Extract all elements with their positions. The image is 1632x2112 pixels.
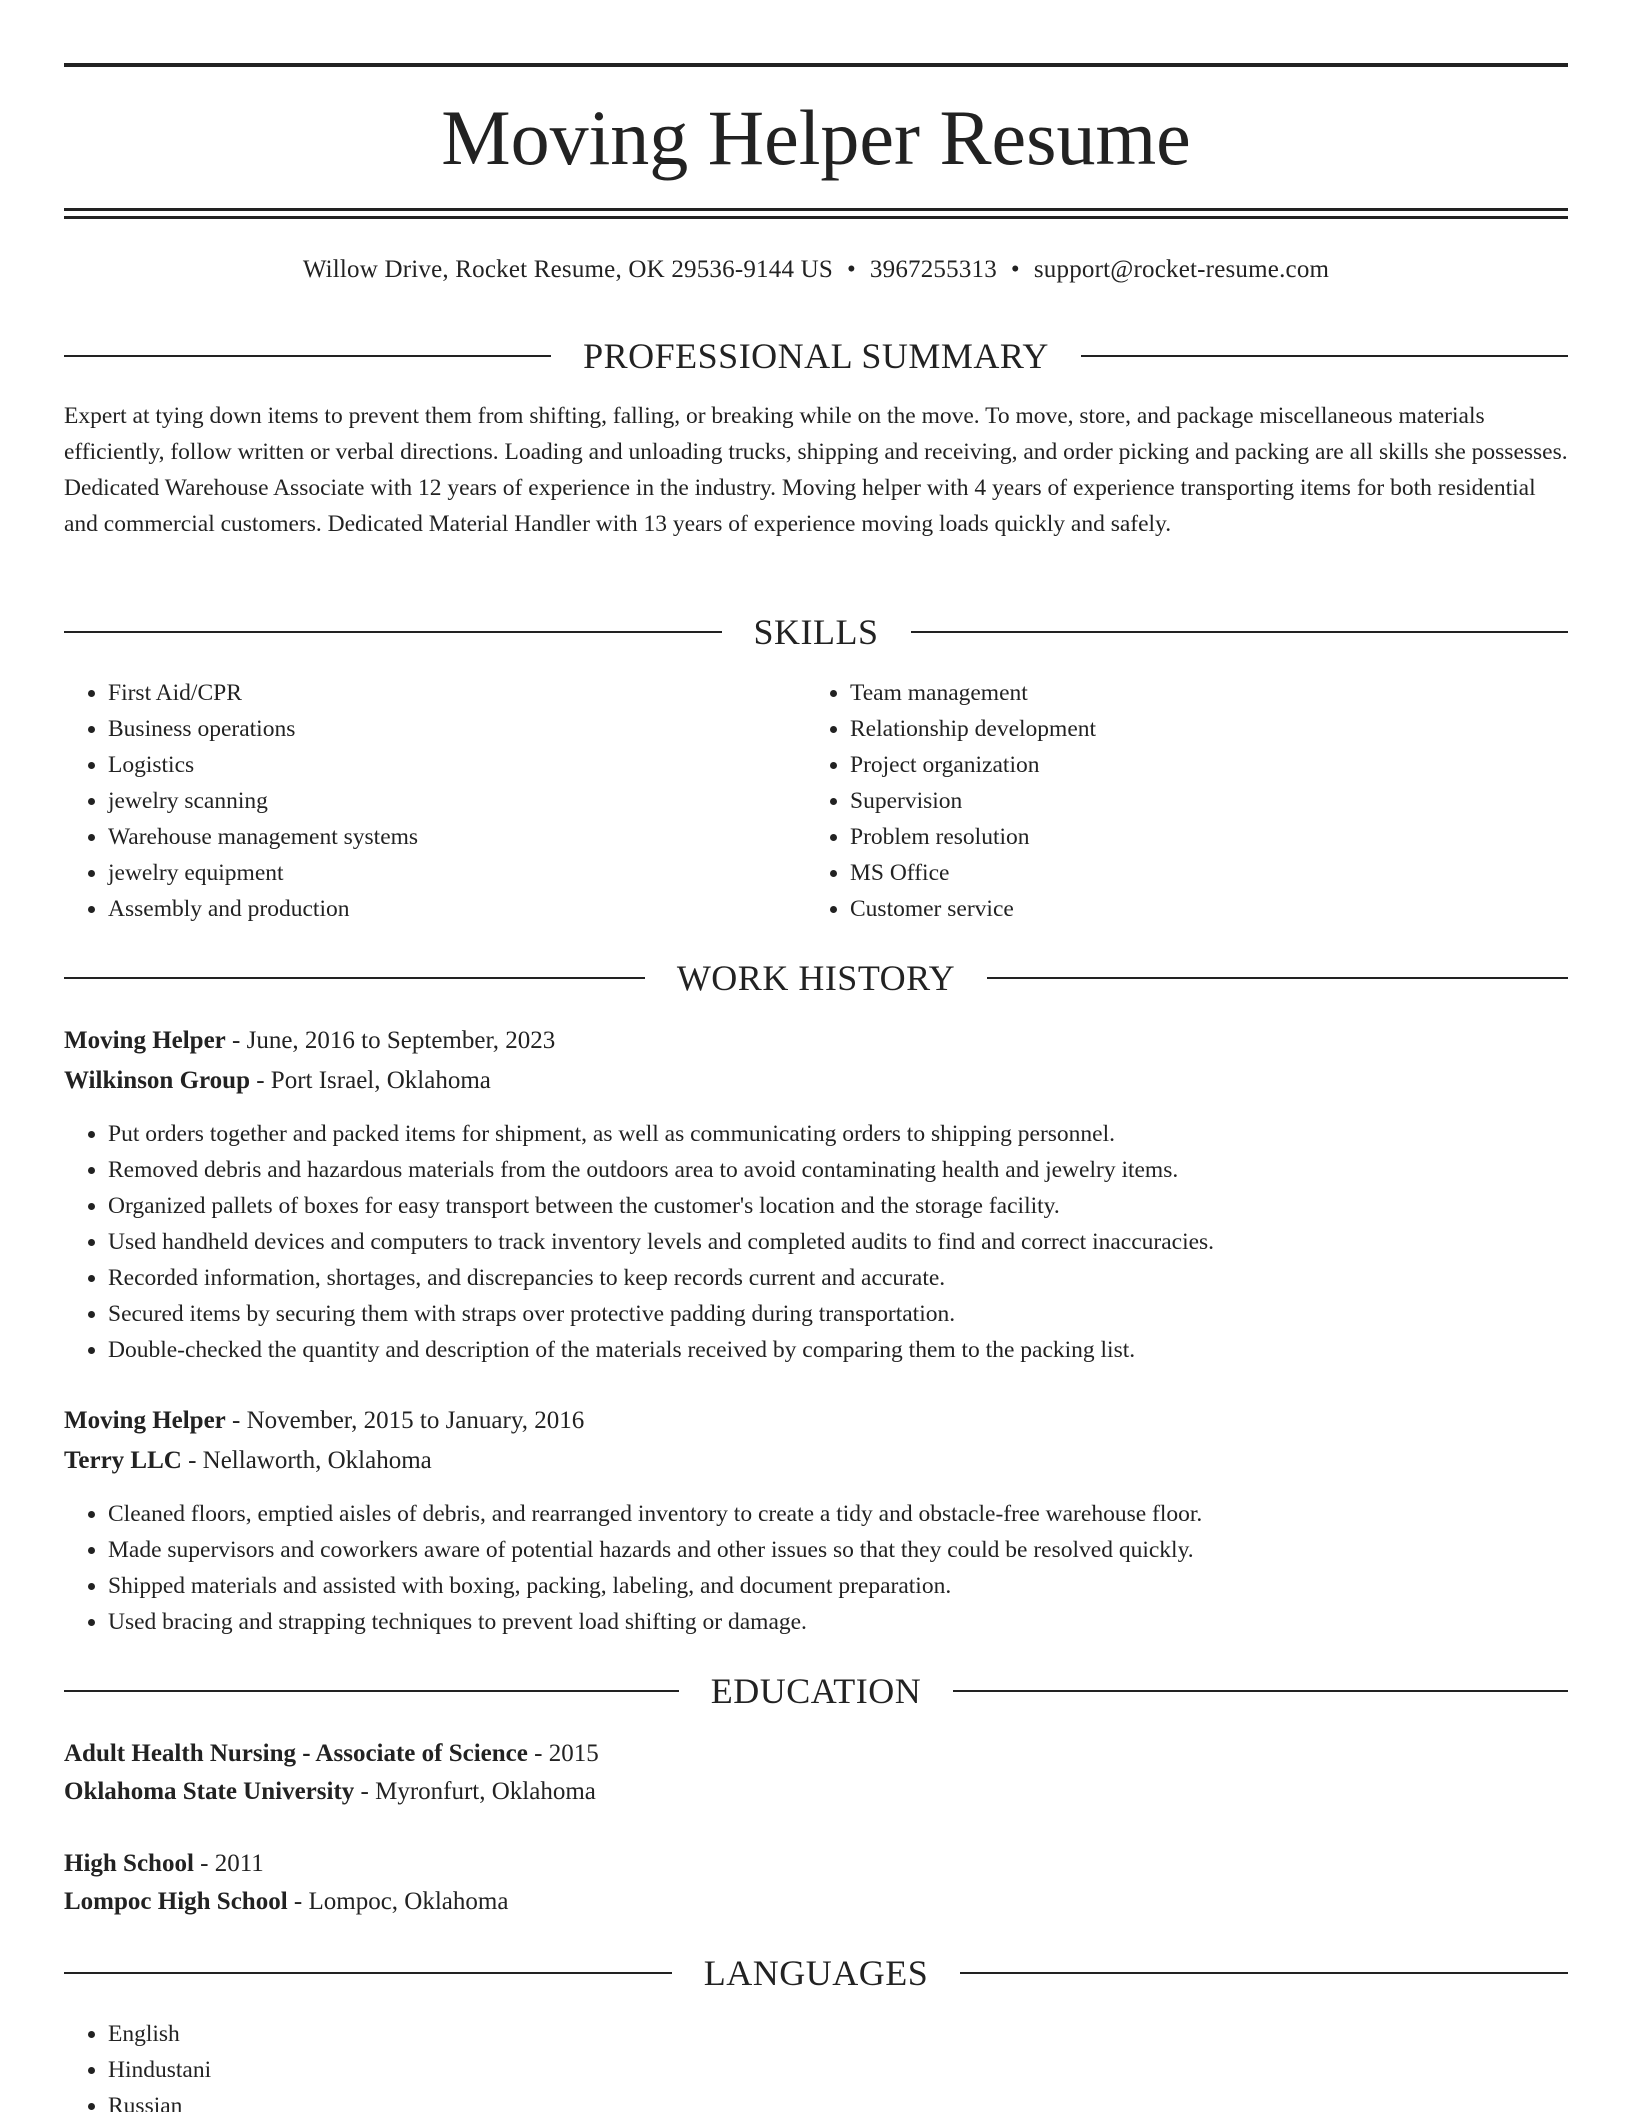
contact-email: support@rocket-resume.com (1033, 256, 1330, 283)
heading-rule (64, 1690, 679, 1692)
education-year: - 2015 (527, 1740, 599, 1767)
section-heading-summary (64, 336, 1568, 376)
job-company: Wilkinson Group (64, 1067, 250, 1094)
contact-phone: 3967255313 (869, 256, 997, 283)
job-duty: • Double-checked the quantity and description of the materials received by comparing them to the packing list. (108, 1332, 1568, 1368)
skill-item: • Problem resolution (850, 819, 1506, 855)
job-duties-list (64, 1496, 1568, 1640)
skills-column-right (806, 675, 1506, 927)
job-duties-list (64, 1116, 1568, 1368)
education-school-line (64, 1883, 1568, 1921)
skill-item: • Relationship development (850, 711, 1506, 747)
title-rule-upper (64, 208, 1568, 211)
language-item: • Russian (108, 2088, 664, 2112)
section-heading-skills (64, 612, 1568, 652)
education-location: - Lompoc, Oklahoma (287, 1888, 509, 1915)
skill-item: • Supervision (850, 783, 1506, 819)
job-title-line (64, 1021, 1568, 1061)
heading-rule (64, 977, 645, 979)
education-degree-line (64, 1735, 1568, 1773)
job-company-line (64, 1441, 1568, 1481)
heading-rule (1081, 355, 1568, 357)
language-item: • English (108, 2016, 664, 2052)
heading-rule (64, 631, 722, 633)
skill-item: • Logistics (108, 747, 764, 783)
section-heading-education (64, 1671, 1568, 1711)
education-school: Oklahoma State University (64, 1778, 355, 1805)
job-duty: • Used handheld devices and computers to track inventory levels and completed audits to find and correct inaccuracies. (108, 1224, 1568, 1260)
section-title: WORK HISTORY (676, 958, 956, 998)
title-rule-lower (64, 216, 1568, 219)
contact-address: Willow Drive, Rocket Resume, OK 29536-9144 US (302, 256, 833, 283)
job-title: Moving Helper (64, 1407, 226, 1434)
job-dates: - June, 2016 to September, 2023 (225, 1027, 556, 1054)
heading-rule (987, 977, 1568, 979)
job-duty: • Shipped materials and assisted with boxing, packing, labeling, and document preparation. (108, 1568, 1568, 1604)
education-degree-line (64, 1845, 1568, 1883)
top-rule (64, 63, 1568, 67)
language-item: • Hindustani (108, 2052, 664, 2088)
skill-item: • Project organization (850, 747, 1506, 783)
contact-line (64, 252, 1568, 288)
contact-separator: • (846, 256, 856, 283)
education-degree: High School (64, 1850, 194, 1877)
job-duty: • Secured items by securing them with straps over protective padding during transportation. (108, 1296, 1568, 1332)
job-title-line (64, 1401, 1568, 1441)
skill-item: • MS Office (850, 855, 1506, 891)
education-location: - Myronfurt, Oklahoma (354, 1778, 596, 1805)
job-duty: • Put orders together and packed items for shipment, as well as communicating orders to shipping personnel. (108, 1116, 1568, 1152)
heading-rule (911, 631, 1569, 633)
section-title: EDUCATION (710, 1671, 922, 1711)
education-school-line (64, 1773, 1568, 1811)
section-heading-work-history (64, 958, 1568, 998)
languages-list (64, 2016, 664, 2112)
job-location: - Nellaworth, Oklahoma (181, 1447, 432, 1474)
job-company-line (64, 1061, 1568, 1101)
job-duty: • Used bracing and strapping techniques to prevent load shifting or damage. (108, 1604, 1568, 1640)
job-title: Moving Helper (64, 1027, 226, 1054)
heading-rule (960, 1972, 1568, 1974)
education-year: - 2011 (193, 1850, 264, 1877)
skill-item: • Business operations (108, 711, 764, 747)
summary-text: Expert at tying down items to prevent them from shifting, falling, or breaking while on the move. To move, store, and package miscellaneous materials efficiently, follow written or verbal directions. Loading and unloading trucks, shipping and receiving, and order picking and packing are all skills she possesses. Dedicated Warehouse Associate with 12 years of experience in the industry. Moving helper with 4 years of experience transporting items for both residential and commercial customers. Dedicated Material Handler with 13 years of experience moving loads quickly and safely. (64, 403, 1568, 537)
education-school: Lompoc High School (64, 1888, 288, 1915)
skill-item: • jewelry equipment (108, 855, 764, 891)
job-duty: • Removed debris and hazardous materials from the outdoors area to avoid contaminating health and jewelry items. (108, 1152, 1568, 1188)
job-company: Terry LLC (64, 1447, 182, 1474)
job-location: - Port Israel, Oklahoma (249, 1067, 491, 1094)
skill-item: • jewelry scanning (108, 783, 764, 819)
skill-item: • Customer service (850, 891, 1506, 927)
skill-item: • Team management (850, 675, 1506, 711)
skill-item: • Assembly and production (108, 891, 764, 927)
skill-item: • Warehouse management systems (108, 819, 764, 855)
section-heading-languages (64, 1953, 1568, 1993)
section-title: SKILLS (753, 612, 879, 652)
resume-title: Moving Helper Resume (441, 94, 1191, 181)
job-duty: • Made supervisors and coworkers aware of potential hazards and other issues so that they could be resolved quickly. (108, 1532, 1568, 1568)
heading-rule (953, 1690, 1568, 1692)
skills-column-left (64, 675, 764, 927)
heading-rule (64, 355, 551, 357)
heading-rule (64, 1972, 672, 1974)
contact-separator: • (1010, 256, 1020, 283)
skill-item: • First Aid/CPR (108, 675, 764, 711)
section-title: PROFESSIONAL SUMMARY (583, 336, 1049, 376)
section-title: LANGUAGES (703, 1953, 929, 1993)
job-duty: • Organized pallets of boxes for easy transport between the customer's location and the storage facility. (108, 1188, 1568, 1224)
job-dates: - November, 2015 to January, 2016 (225, 1407, 585, 1434)
job-duty: • Cleaned floors, emptied aisles of debris, and rearranged inventory to create a tidy and obstacle-free warehouse floor. (108, 1496, 1568, 1532)
job-duty: • Recorded information, shortages, and discrepancies to keep records current and accurate. (108, 1260, 1568, 1296)
education-degree: Adult Health Nursing - Associate of Science (64, 1740, 528, 1767)
